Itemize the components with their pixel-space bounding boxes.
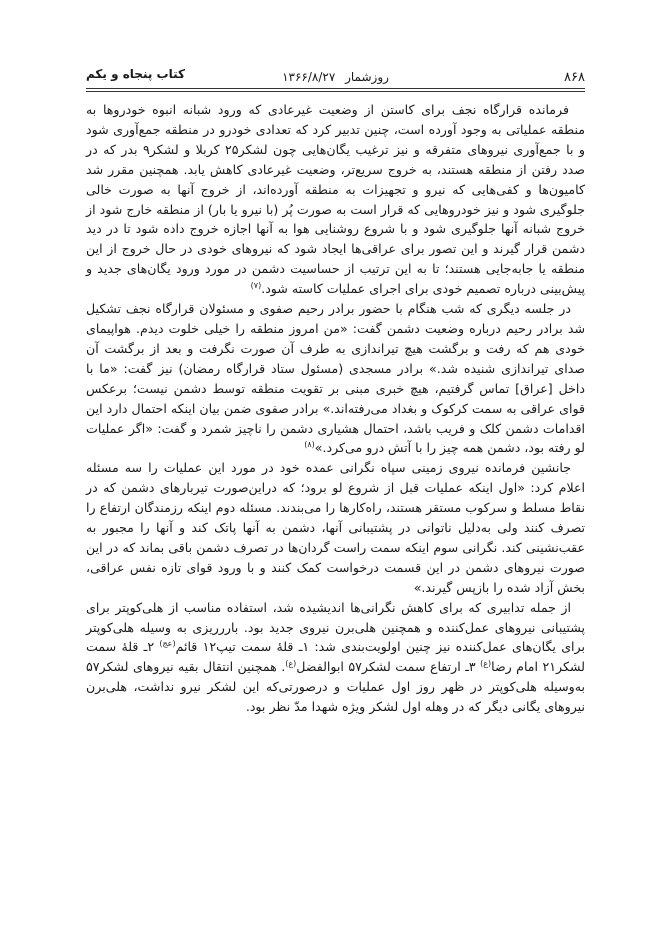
honorific-sup: (عج): [159, 639, 176, 649]
footnote-ref[interactable]: (۷): [250, 280, 262, 290]
paragraph: [86, 458, 585, 597]
paragraph-text: . همچنین انتقال بقیه نیروهای لشکر۵۷ به‌وسیله هلی‌کوپتر در ظهر روز اول عملیات و درصورتی‌که این لشکر نیرو نداشت، هلی‌برن نیروهای یگانی دیگر که در وهله اول لشکر ویژه شهدا مدّ نظر بود.: [86, 659, 585, 715]
running-head-date: ۱۳۶۶/۸/۲۷: [282, 70, 336, 84]
paragraph-text: ۳ـ ارتفاع سمت لشکر۵۷ ابوالفضل: [296, 659, 481, 675]
honorific-sup: (ع): [480, 659, 492, 669]
header-rule-double: [86, 91, 585, 92]
header-rule: [86, 88, 585, 89]
paragraph-text: از جمله تدابیری که برای کاهش نگرانی‌ها اندیشیده شد، استفاده مناسب از هلی‌کوپتر برای پشتیبانی نیروهای عمل‌کننده و همچنین هلی‌برن نیروی جدید بود. باررریزی به وسیله هلی‌کوپتر برای یگان‌های عمل‌کننده نیز چنین اولویت‌بندی شد: ۱ـ قلهٔ سمت تیپ۱۲ قائم: [86, 599, 586, 655]
page-header: [86, 64, 585, 90]
paragraph-text: ۲ـ قلهٔ سمت لشکر۲۱ امام رضا: [86, 639, 586, 675]
honorific-sup: (ع): [285, 659, 297, 669]
paragraph-text: جانشین فرمانده نیروی زمینی سپاه نگرانی عمده خود در مورد این عملیات را سه مسئله اعلام کرد: «اول اینکه عملیات قبل از شروع لو برود؛ که دراین‌صورت تیربارهای دشمن که در نقاط مسلط و سرکوب مستقر هستند، راه‌کارها را می‌بندند. مسئله دوم اینکه رزمندگان ارتفاع را تصرف کنند ولی به‌دلیل ناتوانی در پشتیبانی آنها، دشمن به آنها پاتک کند و آنها را مجبور به عقب‌نشینی کند. نگرانی سوم اینکه سمت راست گردان‌ها در تصرف دشمن باقی بماند که در این صورت نیروهای دشمن در این قسمت درخواست کمک کنند و با ورود قوای تازه نفس عراقی، بخش آزاد شده را بازپس گیرند.»: [86, 460, 585, 595]
paragraph-text: فرمانده قرارگاه نجف برای کاستن از وضعیت غیرعادی که ورود شبانه انبوه خودروها به منطقه عملیاتی به وجود آورده است، چنین تدبیر کرد که تعدادی خودرو در منطقه جمع‌آوری شود و با جمع‌آوری نیروهای متفرقه و نیز ترغیب یگان‌هایی چون لشکر۲۵ کربلا و لشکر۹ بدر که در صدد رفتن از منطقه هستند، به خروج سریع‌تر، وضعیت غیرعادی کاهش یابد. همچنین مقرر شد کامیون‌ها و کفی‌هایی که نیرو و تجهیزات به منطقه آورده‌اند، از خروج آنها به صورت خالی جلوگیری شود و نیز خودروهایی که قرار است به صورت پُر (با نیرو یا بار) از منطقه خارج شود از خروج شبانه آنها جلوگیری شود و با شروع روشنایی هوا به آنها اجازه خروج داده شود تا در دید دشمن قرار گیرند و این تصور برای عراقی‌ها ایجاد شود که نیروهای خودی در حال خروج از این منطقه یا جابه‌جایی هستند؛ تا به این ترتیب از حساسیت دشمن در مورد ورود یگان‌های جدید و پیش‌بینی درباره تصمیم خودی برای اجرای عملیات کاسته شود.: [86, 102, 585, 297]
footnote-ref[interactable]: (۸): [304, 440, 315, 450]
book-title: کتاب پنجاه و یکم: [86, 67, 185, 81]
page-number: ۸۶۸: [564, 70, 585, 85]
paragraph: [86, 598, 585, 717]
running-head-label: روزشمار: [345, 70, 389, 84]
paragraph: [86, 299, 585, 458]
paragraph-text: در جلسه دیگری که شب هنگام با حضور برادر رحیم صفوی و مسئولان قرارگاه نجف تشکیل شد برادر رحیم درباره وضعیت دشمن گفت: «من امروز منطقه را خیلی خلوت دیدم. هواپیمای خودی هم که رفت و برگشت هیچ تیراندازی به طرف آن صورت نگرفت و بعد از برگشت آن صدای تیراندازی شنیده شد.» برادر مسجدی (مسئول ستاد قرارگاه رمضان) نیز گفت: «ما با داخل [عراق] تماس گرفتیم، هیچ خبری مبنی بر تقویت منطقه توسط دشمن نیست؛ برعکس قوای عراقی به سمت کرکوک و بغداد می‌رفته‌اند.» برادر صفوی ضمن بیان اینکه احتمال دارد این اقدامات دشمن کلک و فریب باشد، احتمال هشیاری دشمن را ناچیز شمرد و گفت: «اگر عملیات لو رفته بود، دشمن همه چیز را با آتش درو می‌کرد.»: [86, 301, 585, 456]
paragraph: [86, 100, 585, 299]
body-text: [86, 100, 585, 717]
